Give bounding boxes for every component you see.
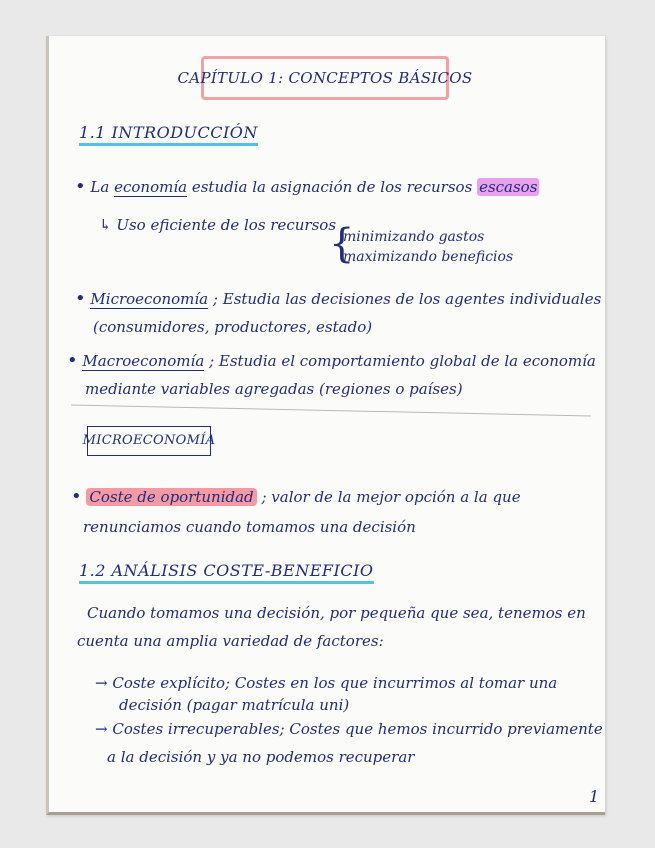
bullet-coste-oportunidad [71,488,521,506]
section-2-paragraph-line-1: Cuando tomamos una decisión, por pequeña que sea, tenemos en [87,604,586,622]
section-2-heading [79,562,374,580]
section-1-heading [79,124,258,142]
coste-oportunidad-definition: ; valor de la mejor opción a la que [261,488,521,506]
highlight-escasos: escasos [479,178,538,196]
notebook-page [46,36,605,815]
item-costes-irrecuperables: → Costes irrecuperables; Costes que hemos incurrido previamente [95,720,603,738]
bullet-economia [75,178,539,196]
curly-brace: { [329,221,355,267]
page-number: 1 [589,787,600,806]
item-coste-explicito: → Coste explícito; Costes en los que incurrimos al tomar una [95,674,558,692]
microeconomia-definition: ; Estudia las decisiones de los agentes individuales [212,290,602,308]
sub-item-maximizando: maximizando beneficios [343,249,514,265]
microeconomia-box [82,426,216,456]
bullet-dot: • [75,288,86,309]
highlight-coste-oportunidad: Coste de oportunidad [86,488,256,506]
bullet-economia-text: estudia la asignación de los recursos [191,178,473,196]
microeconomia-box-label: MICROECONOMÍA [82,433,216,448]
bullet-macroeconomia [67,352,596,370]
chapter-title-box [177,56,473,100]
bullet-dot: • [75,176,86,197]
coste-oportunidad-cont: renunciamos cuando tomamos una decisión [83,518,416,536]
chapter-title: CAPÍTULO 1: CONCEPTOS BÁSICOS [177,69,473,87]
section-2-heading-text: 1.2 ANÁLISIS COSTE-BENEFICIO [79,561,374,584]
item-costes-irrecuperables-cont: a la decisión y ya no podemos recuperar [107,748,415,766]
bullet-dot: • [67,350,78,371]
microeconomia-agents: (consumidores, productores, estado) [93,318,373,336]
term-microeconomia: Microeconomía [90,290,209,308]
sub-item-minimizando: minimizando gastos [343,229,485,245]
bullet-microeconomia [75,290,601,308]
item-coste-explicito-cont: decisión (pagar matrícula uni) [119,696,350,714]
macroeconomia-variables: mediante variables agregadas (regiones o países) [85,380,463,398]
section-1-heading-text: 1.1 INTRODUCCIÓN [79,123,258,146]
macroeconomia-definition: ; Estudia el comportamiento global de la economía [209,352,596,370]
section-2-paragraph-line-2: cuenta una amplia variedad de factores: [77,632,384,650]
divider-line [71,405,591,417]
bullet-economia-pre: La [90,178,110,196]
sub-uso-eficiente: ↳ Uso eficiente de los recursos [99,216,337,234]
bullet-dot: • [71,486,82,507]
term-economia: economía [114,178,188,196]
term-macroeconomia: Macroeconomía [82,352,205,370]
